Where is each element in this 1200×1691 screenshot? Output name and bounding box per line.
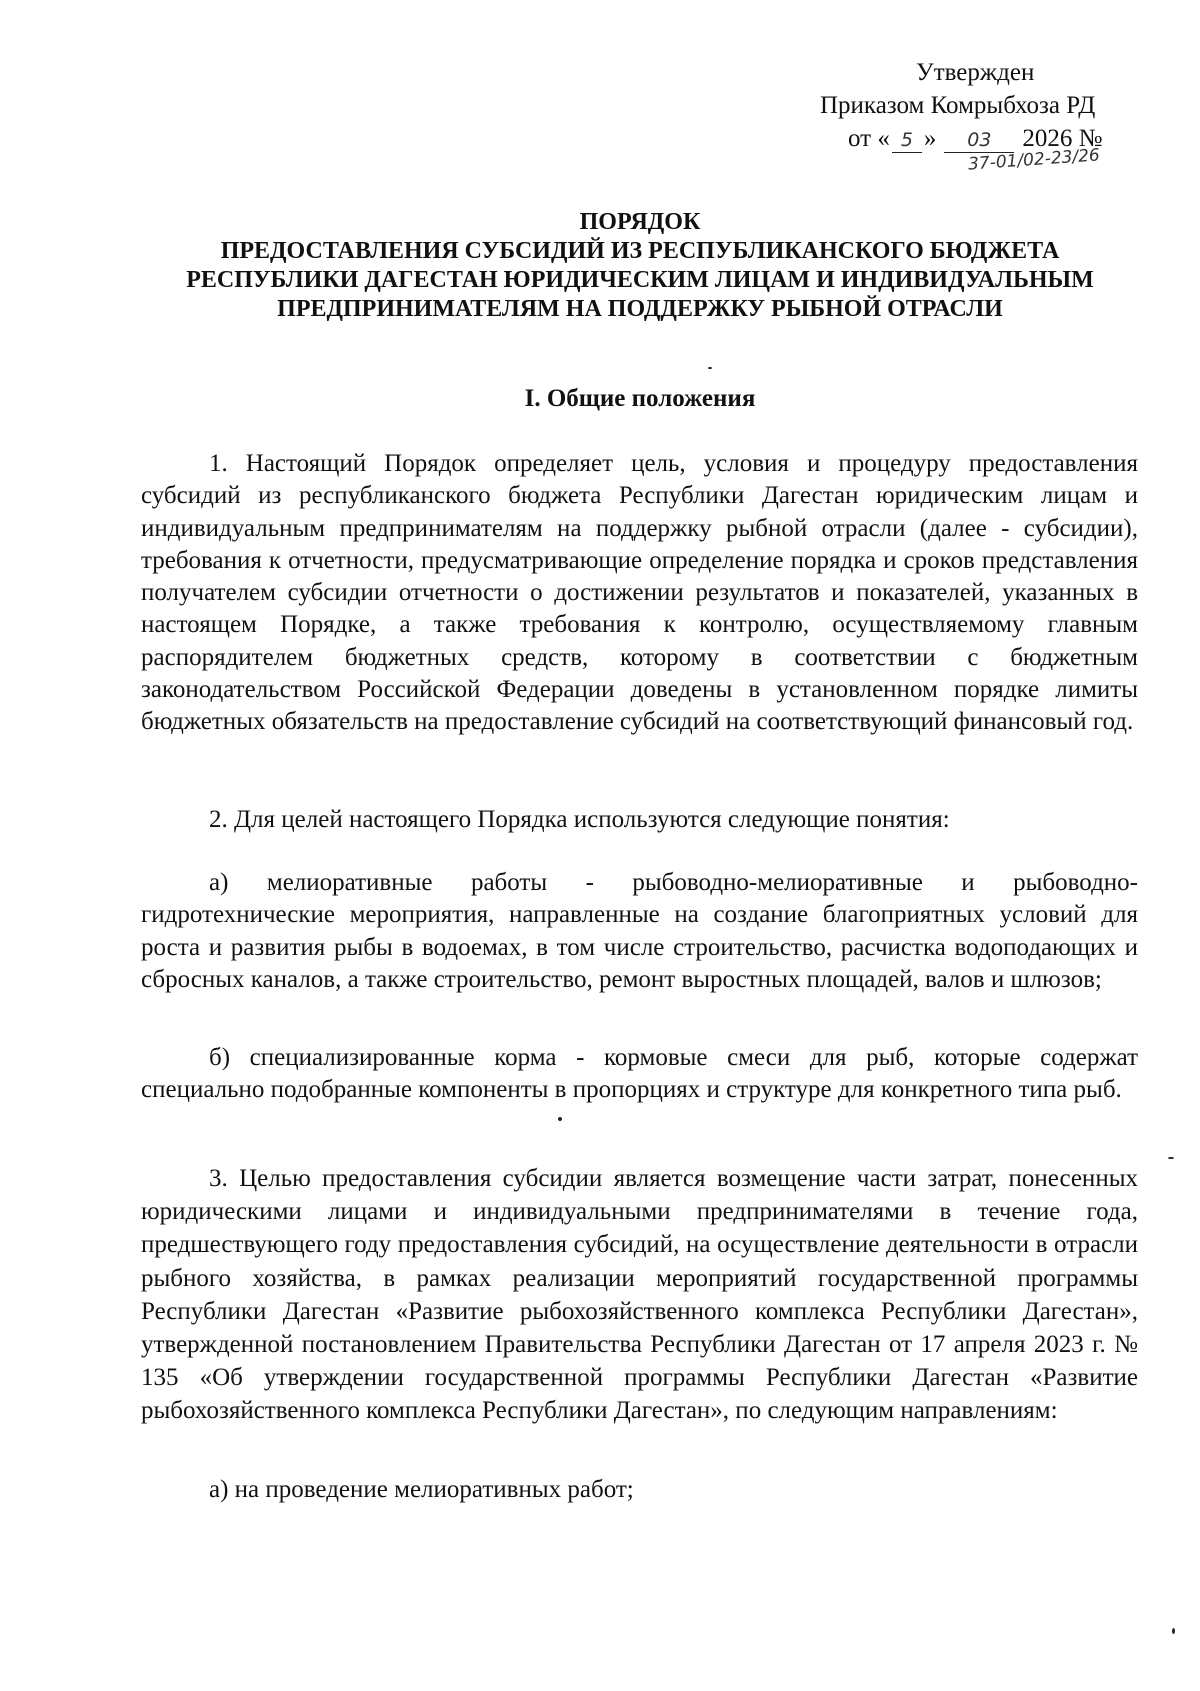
scan-speck — [1168, 1157, 1174, 1159]
paragraph-3a: а) на проведение мелиоративных работ; — [209, 1476, 634, 1503]
paragraph-2: 2. Для целей настоящего Порядка используются следующие понятия: — [209, 806, 950, 833]
section-heading: I. Общие положения — [524, 385, 756, 412]
handwritten-month: 03 — [944, 128, 1014, 153]
approval-line-order: Приказом Комрыбхоза РД — [820, 92, 1096, 119]
approval-line-approved: Утвержден — [916, 59, 1035, 86]
date-prefix: от « — [848, 125, 890, 152]
approval-stamp-block — [820, 56, 1140, 155]
title-line-2: ПРЕДОСТАВЛЕНИЯ СУБСИДИЙ ИЗ РЕСПУБЛИКАНСКОГО БЮДЖЕТА — [220, 238, 1060, 264]
scan-speck — [558, 1117, 562, 1121]
scan-speck — [708, 367, 712, 369]
handwritten-day: 5 — [892, 128, 922, 153]
paragraph-3: 3. Целью предоставления субсидии является возмещение части затрат, понесенных юридическими лицами и индивидуальными предпринимателями в течение года, предшествующего году предоставления субсидий, на осуществление деятельности в отрасли рыбного хозяйства, в рамках реализации мероприятий государственной программы Республики Дагестан «Развитие рыбохозяйственного комплекса Республики Дагестан», утвержденной постановлением Правительства Республики Дагестан от 17 апреля 2023 г. № 135 «Об утверждении государственной программы Республики Дагестан «Развитие рыбохозяйственного комплекса Республики Дагестан», по следующим направлениям: — [141, 1165, 1138, 1425]
title-line-1: ПОРЯДОК — [579, 209, 701, 235]
date-mid: » — [923, 125, 937, 152]
paragraph-1: 1. Настоящий Порядок определяет цель, условия и процедуру предоставления субсидий из республиканского бюджета Республики Дагестан юридическим лицам и индивидуальным предпринимателям на поддержку рыбной отрасли (далее - субсидии), требования к отчетности, предусматривающие определение порядка и сроков представления получателем субсидии отчетности о достижении результатов и показателей, указанных в настоящем Порядке, а также требования к контролю, осуществляемому главным распорядителем бюджетных средств, которому в соответствии с бюджетным законодательством Российской Федерации доведены в установленном порядке лимиты бюджетных обязательств на предоставление субсидий на соответствующий финансовый год. — [141, 450, 1138, 736]
title-line-4: ПРЕДПРИНИМАТЕЛЯМ НА ПОДДЕРЖКУ РЫБНОЙ ОТРАСЛИ — [277, 296, 1003, 322]
handwritten-document-number: 37-01/02-23/26 — [967, 145, 1101, 175]
paragraph-2a: а) мелиоративные работы - рыбоводно-мелиоративные и рыбоводно-гидротехнические мероприятия, направленные на создание благоприятных условий для роста и развития рыбы в водоемах, в том числе строительство, расчистка водоподающих и сбросных каналов, а также строительство, ремонт выростных площадей, валов и шлюзов; — [141, 869, 1138, 993]
scan-speck — [1172, 1628, 1175, 1634]
date-year-number-label: 2026 № — [1022, 125, 1103, 152]
paragraph-2b: б) специализированные корма - кормовые смеси для рыб, которые содержат специально подобранные компоненты в пропорциях и структуре для конкретного типа рыб. — [141, 1044, 1138, 1104]
document-title — [140, 208, 1140, 324]
title-line-3: РЕСПУБЛИКИ ДАГЕСТАН ЮРИДИЧЕСКИМ ЛИЦАМ И ИНДИВИДУАЛЬНЫМ — [186, 267, 1094, 293]
